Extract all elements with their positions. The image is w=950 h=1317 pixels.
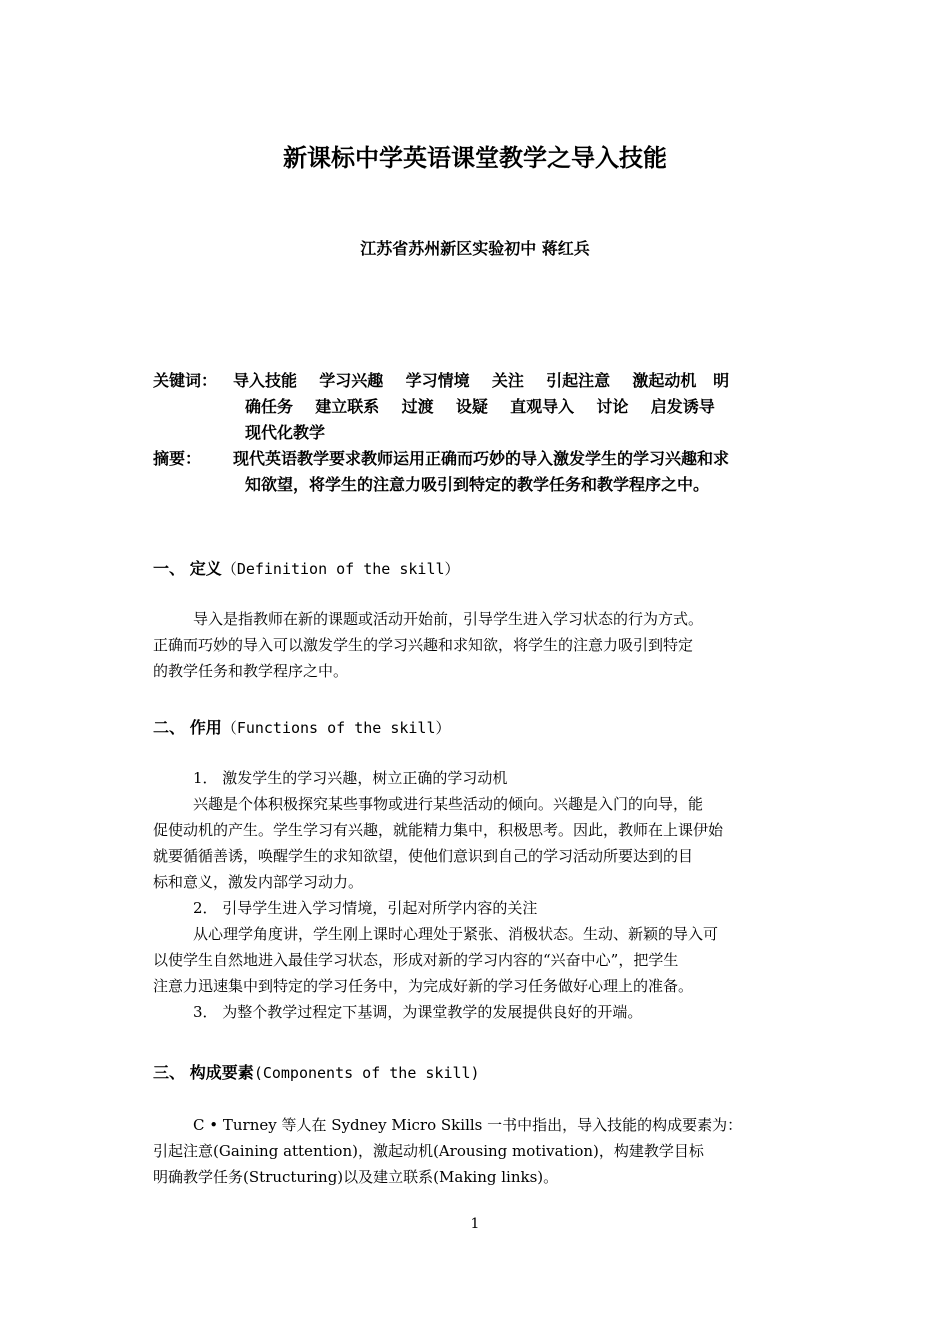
- text-line: C • Turney 等人在 Sydney Micro Skills 一书中指出，导入技能的构成要素为：: [193, 1116, 743, 1134]
- text-line: 兴趣是个体积极探究某些事物或进行某些活动的倾向。兴趣是入门的向导，能: [193, 795, 704, 813]
- paragraph: [153, 765, 798, 1025]
- paragraph: [153, 606, 798, 684]
- section-title: 定义: [189, 559, 222, 578]
- document-title: 新课标中学英语课堂教学之导入技能: [283, 144, 667, 172]
- text-line: 就要循循善诱，唤醒学生的求知欲望，使他们意识到自己的学习活动所要达到的目: [153, 847, 694, 865]
- text-line: 注意力迅速集中到特定的学习任务中，为完成好新的学习任务做好心理上的准备。: [153, 977, 694, 995]
- text-line: 以使学生自然地进入最佳学习状态，形成对新的学习内容的“兴奋中心”，把学生: [153, 951, 679, 969]
- abstract-line: 现代英语教学要求教师运用正确而巧妙的导入激发学生的学习兴趣和求: [233, 449, 730, 468]
- section-title-en: （Definition of the skill）: [221, 560, 460, 578]
- section-heading-components: [153, 1060, 480, 1083]
- keywords-line: 现代化教学: [245, 423, 326, 442]
- keywords-label: 关键词：: [153, 371, 218, 390]
- keywords-line: 导入技能 学习兴趣 学习情境 关注 引起注意 激起动机 明: [233, 371, 730, 390]
- text-line: 正确而巧妙的导入可以激发学生的学习兴趣和求知欲，将学生的注意力吸引到特定: [153, 636, 694, 654]
- text-line: 导入是指教师在新的课题或活动开始前，引导学生进入学习状态的行为方式。: [193, 610, 704, 628]
- list-item: 3． 为整个教学过程定下基调，为课堂教学的发展提供良好的开端。: [193, 1003, 643, 1021]
- text-line: 从心理学角度讲，学生刚上课时心理处于紧张、消极状态。生动、新颖的导入可: [193, 925, 719, 943]
- abstract-label: 摘要：: [153, 449, 202, 468]
- section-title-en: (Components of the skill): [253, 1064, 480, 1082]
- text-line: 标和意义，激发内部学习动力。: [153, 873, 364, 891]
- text-line: 明确教学任务(Structuring)以及建立联系(Making links)。: [153, 1168, 559, 1186]
- text-line: 引起注意(Gaining attention)，激起动机(Arousing motivation)，构建教学目标: [153, 1142, 704, 1160]
- page-number: 1: [470, 1216, 480, 1232]
- text-line: 促使动机的产生。学生学习有兴趣，就能精力集中，积极思考。因此，教师在上课伊始: [153, 821, 724, 839]
- section-heading-functions: [153, 715, 451, 738]
- section-title: 作用: [189, 718, 222, 737]
- author-line: 江苏省苏州新区实验初中 蒋红兵: [360, 239, 590, 258]
- text-line: 的教学任务和教学程序之中。: [153, 662, 349, 680]
- abstract-line: 知欲望，将学生的注意力吸引到特定的教学任务和教学程序之中。: [245, 475, 710, 494]
- list-item: 2． 引导学生进入学习情境，引起对所学内容的关注: [193, 899, 538, 917]
- section-title-en: （Functions of the skill）: [221, 719, 451, 737]
- section-heading-definition: [153, 556, 460, 579]
- section-number: 三、: [153, 1063, 186, 1082]
- section-number: 二、: [153, 718, 186, 737]
- section-number: 一、: [153, 559, 186, 578]
- paragraph: [153, 1112, 798, 1190]
- list-item: 1． 激发学生的学习兴趣，树立正确的学习动机: [193, 769, 508, 787]
- section-title: 构成要素: [189, 1063, 254, 1082]
- keywords-line: 确任务 建立联系 过渡 设疑 直观导入 讨论 启发诱导: [245, 397, 715, 416]
